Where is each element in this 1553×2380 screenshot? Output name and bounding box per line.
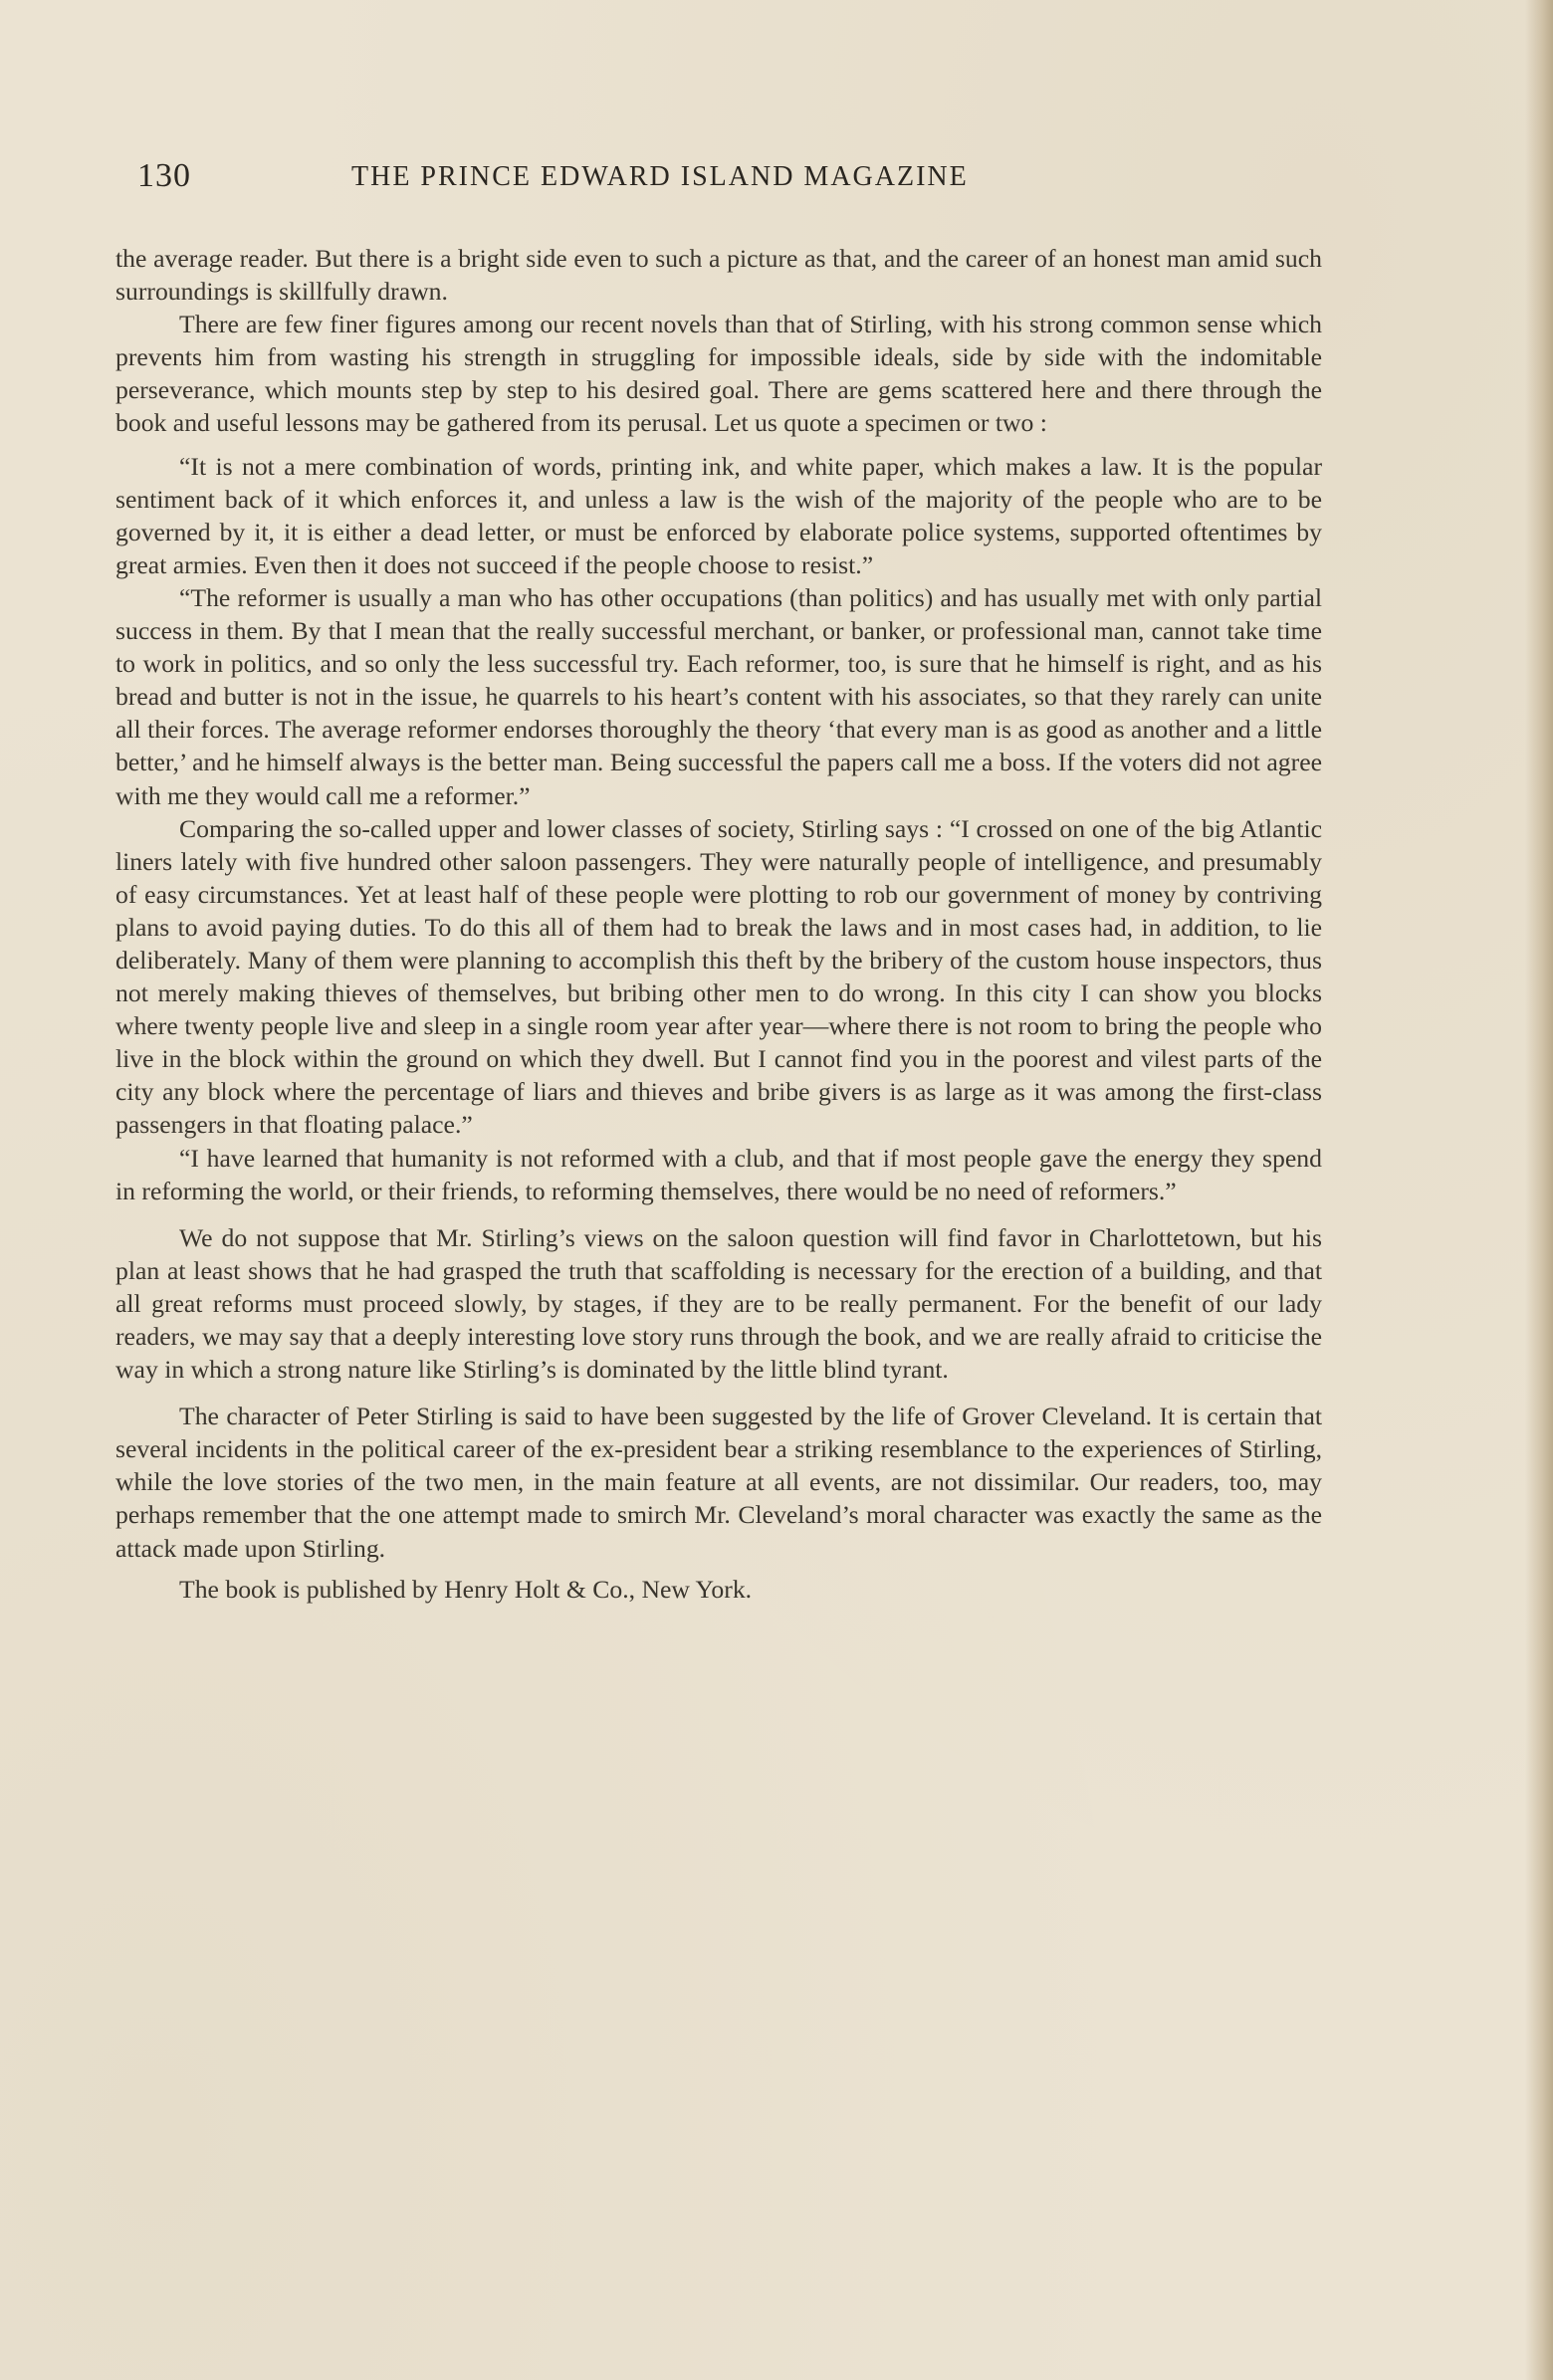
paragraph-saloon-question: We do not suppose that Mr. Stirling’s views on the saloon question will find favor in Charlottetown, but his plan at least shows that he had grasped the truth that scaffolding is necessary for the erection of a building, and that all great reforms must proceed slowly, by stages, if they are to be really permanent. For the benefit of our lady readers, we may say that a deeply interesting love story runs through the book, and we are really afraid to criticise the way in which a strong nature like Stirling’s is dominated by the little blind tyrant.	[115, 1222, 1322, 1385]
quote-humanity: “I have learned that humanity is not reformed with a club, and that if most people gave the energy they spend in reforming the world, or their friends, to reforming themselves, there would be no need of reformers.”	[115, 1143, 1322, 1205]
running-head: THE PRINCE EDWARD ISLAND MAGAZINE	[351, 161, 969, 192]
quote-reformer: “The reformer is usually a man who has other occupations (than politics) and has usually met with only partial success in them. By that I mean that the really successful merchant, or banker, or professional man, cannot take time to work in politics, and so only the less successful try. Each reformer, too, is sure that he himself is right, and as his bread and butter is not in the issue, he quarrels to his heart’s content with his associates, so that they rarely can unite all their forces. The average reformer endorses thoroughly the theory ‘that every man is as good as another and a little better,’ and he himself always is the better man. Being successful the papers call me a boss. If the voters did not agree with me they would call me a reformer.”	[115, 582, 1322, 810]
paragraph-grover-cleveland: The character of Peter Stirling is said to have been suggested by the life of Grover Cleveland. It is certain that several incidents in the political career of the ex-president bear a striking resemblance to the experiences of Stirling, while the love stories of the two men, in the main feature at all events, are not dissimilar. Our readers, too, may perhaps remember that the one attempt made to smirch Mr. Cleveland’s moral character was exactly the same as the attack made upon Stirling.	[115, 1402, 1322, 1563]
paragraph-publisher: The book is published by Henry Holt & Co., New York.	[179, 1574, 753, 1604]
page-header	[137, 157, 1123, 207]
paragraph-continuation: the average reader. But there is a bright side even to such a picture as that, and the career of an honest man amid such surroundings is skillfully drawn.	[115, 244, 1322, 307]
page-edge-shadow	[1525, 0, 1553, 2380]
paragraph-classes-quote: Comparing the so-called upper and lower classes of society, Stirling says : “I crossed on one of the big Atlantic liners lately with five hundred other saloon passengers. They were naturally people of intelligence, and presumably of easy circumstances. Yet at least half of these people were plotting to rob our government of money by contriving plans to avoid paying duties. To do this all of them had to break the laws and in most cases had, in addition, to lie deliberately. Many of them were planning to accomplish this theft by the bribery of the custom house inspectors, thus not merely making thieves of themselves, but bribing other men to do wrong. In this city I can show you blocks where twenty people live and sleep in a single room year after year—where there is not room to bring the people who live in the block within the ground on which they dwell. But I cannot find you in the poorest and vilest parts of the city any block where the percentage of liars and thieves and bribe givers is as large as it was among the first-class passengers in that floating palace.”	[115, 813, 1322, 1140]
article-body	[115, 242, 1322, 1606]
page-number: 130	[137, 157, 191, 194]
quote-law: “It is not a mere combination of words, printing ink, and white paper, which makes a law. It is the popular sentiment back of it which enforces it, and unless a law is the wish of the majority of the people who are to be governed by it, it is either a dead letter, or must be enforced by elaborate police systems, supported oftentimes by great armies. Even then it does not succeed if the people choose to resist.”	[115, 451, 1322, 579]
paragraph-stirling-character: There are few finer figures among our recent novels than that of Stirling, with his strong common sense which prevents him from wasting his strength in struggling for impossible ideals, side by side with the indomitable perseverance, which mounts step by step to his desired goal. There are gems scattered here and there through the book and useful lessons may be gathered from its perusal. Let us quote a specimen or two :	[115, 310, 1322, 438]
